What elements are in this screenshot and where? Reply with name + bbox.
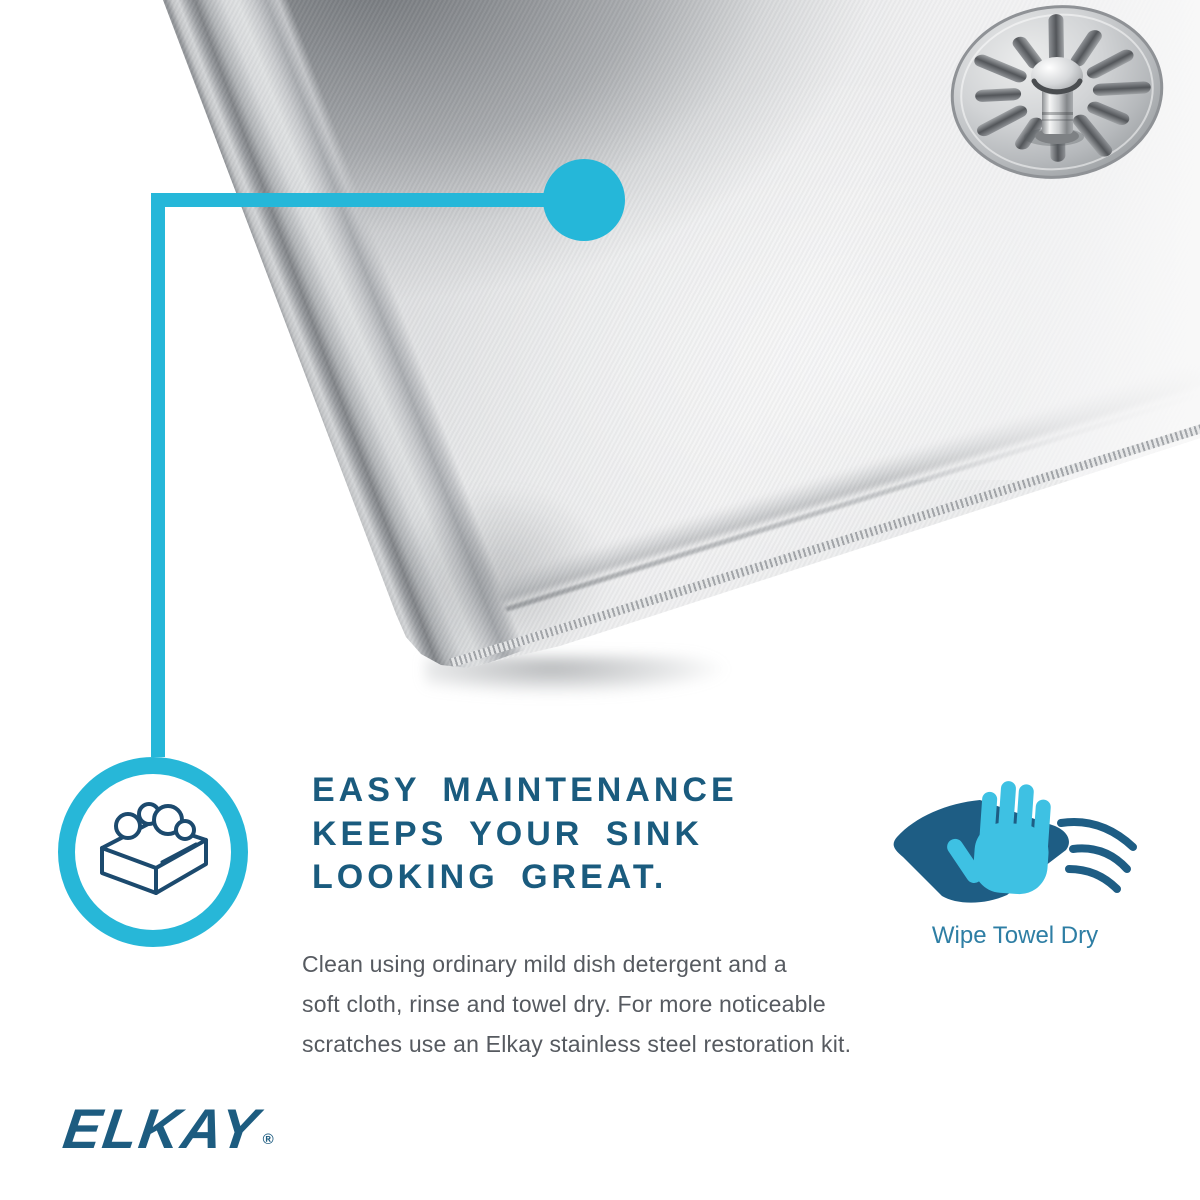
drain-strainer-icon bbox=[939, 0, 1175, 190]
elkay-logo bbox=[59, 1096, 274, 1161]
feature-icon-circle bbox=[58, 757, 248, 947]
elkay-logo-text: ELKAY bbox=[59, 1097, 265, 1160]
feature-headline bbox=[312, 769, 738, 900]
headline-line-2: KEEPS YOUR SINK bbox=[312, 814, 704, 853]
wipe-towel-label: Wipe Towel Dry bbox=[931, 922, 1099, 949]
registered-mark: ® bbox=[262, 1131, 274, 1148]
headline-line-1: EASY MAINTENANCE bbox=[312, 771, 738, 809]
headline-line-3: LOOKING GREAT. bbox=[312, 858, 668, 896]
callout-dot bbox=[543, 159, 625, 241]
wipe-towel-hand-icon bbox=[885, 765, 1145, 925]
body-line-3: scratches use an Elkay stainless steel restoration kit. bbox=[302, 1031, 852, 1057]
body-line-1: Clean using ordinary mild dish detergent and a bbox=[302, 951, 787, 977]
feature-body-text bbox=[302, 944, 851, 1064]
body-line-2: soft cloth, rinse and towel dry. For more noticeable bbox=[302, 991, 826, 1017]
motion-lines bbox=[1061, 822, 1133, 889]
soap-bar-icon bbox=[92, 796, 214, 908]
callout-line-horizontal bbox=[151, 193, 556, 207]
callout-line-vertical bbox=[151, 193, 165, 757]
